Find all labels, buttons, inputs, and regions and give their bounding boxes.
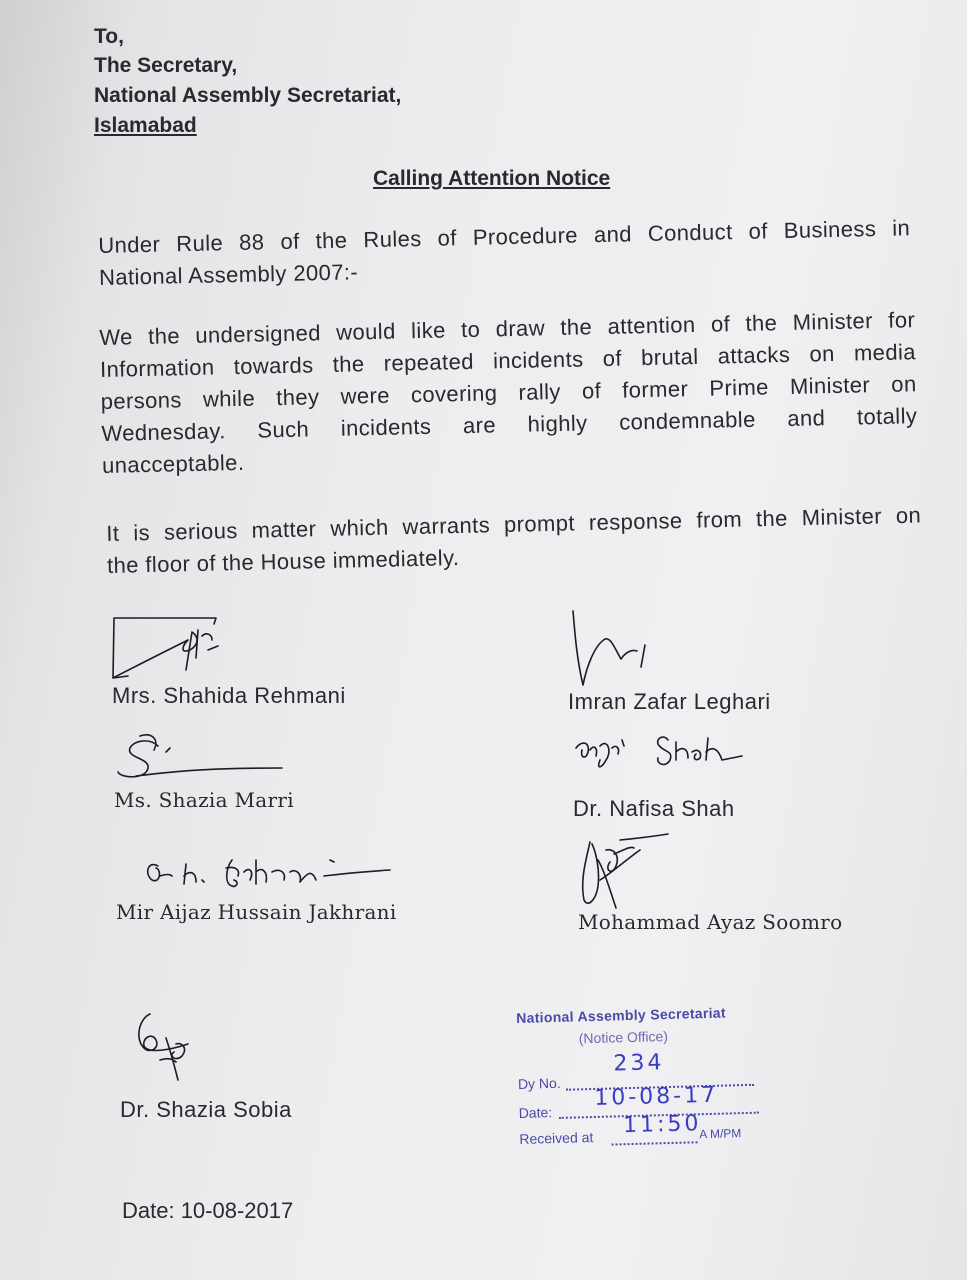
paragraph-line: Under Rule 88 of the Rules of Procedure and Conduct of Business in — [98, 215, 911, 258]
paragraph-line: Wednesday. Such incidents are highly condemnable and totally — [101, 403, 918, 446]
signature-shahida-rehmani — [108, 610, 228, 685]
signature-ayaz-soomro — [570, 830, 680, 915]
signatory-aijaz-jakhrani: Mir Aijaz Hussain Jakhrani — [116, 900, 397, 924]
recipient-city: Islamabad — [94, 114, 197, 137]
stamp-dy-value: 234 — [613, 1050, 665, 1077]
signatory-shazia-marri: Ms. Shazia Marri — [114, 788, 294, 812]
signature-shazia-marri — [110, 728, 290, 788]
paragraph-line: the floor of the House immediately. — [106, 544, 460, 578]
rule-paragraph — [98, 212, 911, 294]
signatory-shazia-sobia: Dr. Shazia Sobia — [120, 1097, 292, 1122]
stamp-received-suffix: A M/PM — [699, 1126, 742, 1142]
signature-nafisa-shah — [572, 730, 747, 775]
notice-title: Calling Attention Notice — [373, 167, 611, 190]
stamp-subheading: (Notice Office) — [578, 1028, 669, 1047]
notice-date: Date: 10-08-2017 — [122, 1198, 294, 1223]
recipient-office: National Assembly Secretariat, — [94, 84, 402, 107]
paragraph-line: National Assembly 2007:- — [98, 259, 359, 290]
paragraph-line: persons while they were covering rally of former Prime Minister on — [100, 371, 917, 414]
signatory-nafisa-shah: Dr. Nafisa Shah — [573, 796, 735, 821]
body-paragraph — [99, 304, 918, 482]
received-stamp — [516, 1003, 770, 1159]
recipient-title: The Secretary, — [94, 54, 238, 77]
signatory-imran-zafar-leghari: Imran Zafar Leghari — [568, 689, 771, 714]
salutation: To, — [94, 25, 124, 48]
stamp-date-value: 10-08-17 — [594, 1082, 719, 1111]
stamp-received-value: 11:50 — [622, 1111, 702, 1139]
paragraph-line: unacceptable. — [101, 449, 245, 478]
stamp-heading: National Assembly Secretariat — [516, 1004, 727, 1026]
stamp-date-label: Date: — [518, 1104, 553, 1121]
paragraph-line: It is serious matter which warrants prompt response from the Minister on — [106, 502, 922, 546]
signatory-shahida-rehmani: Mrs. Shahida Rehmani — [112, 683, 346, 708]
signatory-ayaz-soomro: Mohammad Ayaz Soomro — [578, 910, 843, 934]
signature-shazia-sobia — [130, 1008, 205, 1088]
paragraph-line: We the undersigned would like to draw the attention of the Minister for — [99, 307, 916, 350]
stamp-received-line — [612, 1141, 698, 1145]
closing-paragraph — [106, 500, 922, 582]
paragraph-line: Information towards the repeated incidents of brutal attacks on media — [99, 339, 917, 382]
signature-aijaz-jakhrani — [140, 850, 400, 900]
signature-imran-zafar-leghari — [565, 605, 660, 690]
stamp-received-label: Received at — [519, 1129, 594, 1147]
stamp-dy-label: Dy No. — [517, 1074, 561, 1092]
